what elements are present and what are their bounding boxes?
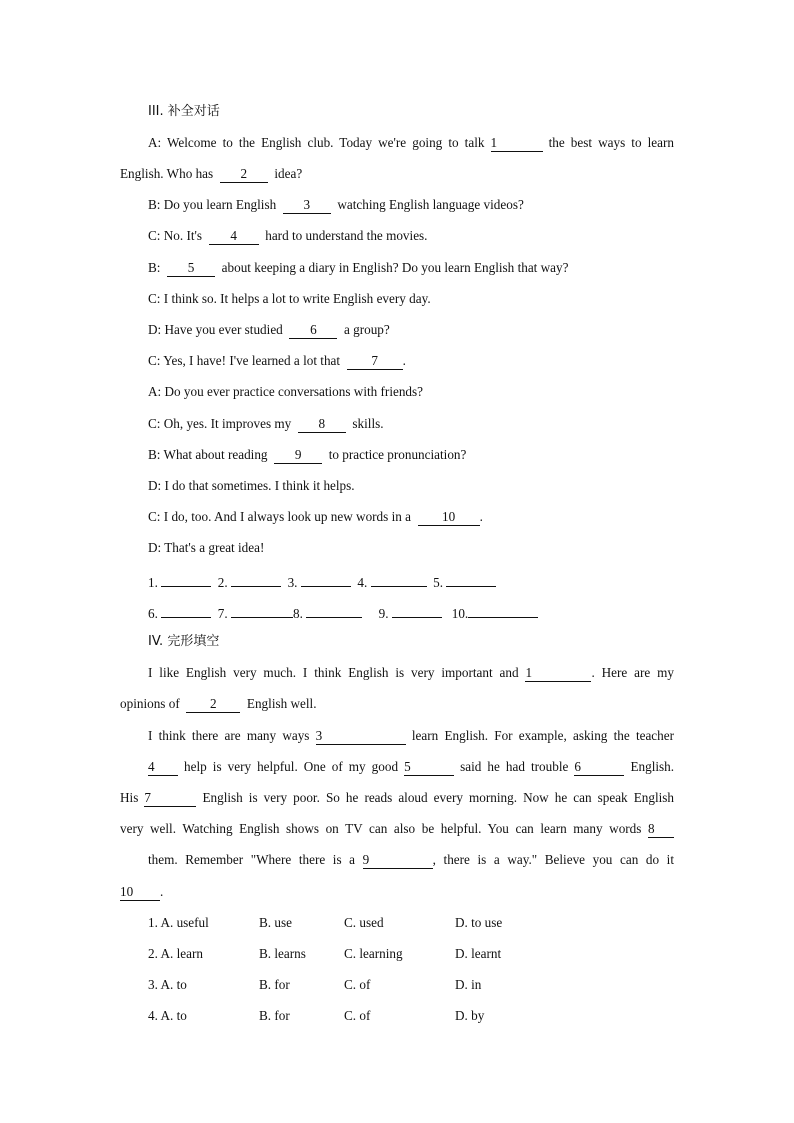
option-b: B. for <box>259 1008 290 1023</box>
blank-3: 3 <box>283 197 331 214</box>
dialogue-text: idea? <box>274 166 303 181</box>
passage-line-7 <box>120 850 674 870</box>
dialogue-line-14: D: That's a great idea! <box>148 540 265 555</box>
dialogue-line-8 <box>120 351 674 371</box>
dialogue-line-11 <box>120 445 674 465</box>
option-row-2 <box>120 944 674 964</box>
option-c: C. of <box>344 1008 371 1023</box>
answer-number: 2. <box>217 575 228 590</box>
dialogue-line-1 <box>120 133 674 153</box>
answer-number: 5. <box>433 575 444 590</box>
passage-text: . <box>160 884 164 899</box>
cloze-blank-7: 7 <box>144 790 196 807</box>
answer-blank <box>161 570 211 587</box>
dialogue-text: a group? <box>343 322 390 337</box>
blank-2: 2 <box>220 166 268 183</box>
passage-text: , there is a way." Believe you can do it <box>432 852 674 867</box>
dialogue-text: the best ways to learn <box>548 135 674 150</box>
cloze-blank-2: 2 <box>186 696 240 713</box>
blank-10: 10 <box>418 509 480 526</box>
option-a: 3. A. to <box>148 977 187 992</box>
option-row-3 <box>120 975 674 995</box>
option-row-1 <box>120 913 674 933</box>
answer-blank <box>468 601 538 618</box>
dialogue-line-5 <box>120 258 674 278</box>
blank-6: 6 <box>289 322 337 339</box>
dialogue-line-7 <box>120 320 674 340</box>
option-d: D. learnt <box>455 946 502 961</box>
dialogue-text: to practice pronunciation? <box>328 447 467 462</box>
dialogue-line-4 <box>120 226 674 246</box>
passage-text: English is very poor. So he reads aloud every morning. Now he can speak English <box>202 790 675 805</box>
answer-number: 3. <box>287 575 298 590</box>
blank-7: 7 <box>347 353 403 370</box>
option-d: D. to use <box>455 915 503 930</box>
cloze-blank-8: 8 <box>648 821 674 838</box>
passage-line-3 <box>120 726 674 746</box>
cloze-blank-10: 10 <box>120 884 160 901</box>
answer-row-2 <box>120 601 674 621</box>
cloze-blank-1: 1 <box>525 665 591 682</box>
dialogue-line-12: D: I do that sometimes. I think it helps. <box>148 478 355 493</box>
cloze-blank-3: 3 <box>316 728 406 745</box>
dialogue-text: A: Welcome to the English club. Today we're going to talk <box>148 135 485 150</box>
cloze-blank-5: 5 <box>404 759 454 776</box>
answer-number: 10. <box>451 606 469 621</box>
answer-blank <box>392 601 442 618</box>
answer-blank <box>231 570 281 587</box>
dialogue-text: . <box>479 509 483 524</box>
cloze-blank-4: 4 <box>148 759 178 776</box>
option-b: B. use <box>259 915 292 930</box>
blank-5: 5 <box>167 260 215 277</box>
passage-text: said he had trouble <box>460 759 569 774</box>
blank-1: 1 <box>491 135 543 152</box>
dialogue-line-10 <box>120 414 674 434</box>
answer-blank <box>161 601 211 618</box>
dialogue-text: D: Have you ever studied <box>148 322 283 337</box>
answer-blank <box>446 570 496 587</box>
passage-line-2 <box>120 694 674 714</box>
option-c: C. used <box>344 915 384 930</box>
answer-number: 6. <box>148 606 158 621</box>
passage-line-6 <box>120 819 674 839</box>
option-c: C. of <box>344 977 371 992</box>
dialogue-line-3 <box>120 195 674 215</box>
dialogue-text: C: Yes, I have! I've learned a lot that <box>148 353 341 368</box>
blank-9: 9 <box>274 447 322 464</box>
dialogue-line-2 <box>120 164 674 184</box>
dialogue-text: skills. <box>352 416 384 431</box>
passage-text: His <box>120 790 139 805</box>
answer-number: 9. <box>378 606 389 621</box>
answer-blank <box>301 570 351 587</box>
section-3-heading: III. 补全对话 <box>148 104 220 119</box>
dialogue-text: C: I do, too. And I always look up new words in a <box>148 509 411 524</box>
option-d: D. by <box>455 1008 485 1023</box>
passage-text: . Here are my <box>591 665 674 680</box>
dialogue-text: B: Do you learn English <box>148 197 277 212</box>
passage-text: opinions of <box>120 696 180 711</box>
passage-text: English well. <box>246 696 317 711</box>
passage-text: I like English very much. I think English is very important and <box>148 665 519 680</box>
answer-blank <box>306 601 362 618</box>
option-d: D. in <box>455 977 482 992</box>
option-a: 4. A. to <box>148 1008 187 1023</box>
passage-line-4 <box>120 757 674 777</box>
dialogue-text: B: What about reading <box>148 447 268 462</box>
dialogue-text: . <box>402 353 406 368</box>
section-4-heading: IV. 完形填空 <box>148 634 220 649</box>
option-c: C. learning <box>344 946 403 961</box>
dialogue-text: B: <box>148 260 161 275</box>
passage-text: them. Remember "Where there is a <box>148 852 356 867</box>
passage-line-8 <box>120 882 674 902</box>
dialogue-text: hard to understand the movies. <box>265 228 428 243</box>
passage-text: help is very helpful. One of my good <box>184 759 399 774</box>
answer-number: 7. <box>217 606 228 621</box>
blank-4: 4 <box>209 228 259 245</box>
cloze-blank-9: 9 <box>363 852 433 869</box>
cloze-blank-6: 6 <box>574 759 624 776</box>
option-a: 2. A. learn <box>148 946 203 961</box>
answer-blank <box>231 601 293 618</box>
answer-row-1 <box>120 570 674 590</box>
dialogue-text: watching English language videos? <box>337 197 524 212</box>
passage-text: learn English. For example, asking the teacher <box>411 728 675 743</box>
dialogue-line-13 <box>120 507 674 527</box>
option-b: B. learns <box>259 946 306 961</box>
option-b: B. for <box>259 977 290 992</box>
answer-number: 8. <box>292 606 303 621</box>
dialogue-text: English. Who has <box>120 166 214 181</box>
option-row-4 <box>120 1006 674 1026</box>
option-a: 1. A. useful <box>148 915 209 930</box>
dialogue-text: C: No. It's <box>148 228 203 243</box>
dialogue-line-6: C: I think so. It helps a lot to write English every day. <box>148 291 431 306</box>
passage-line-5 <box>120 788 674 808</box>
passage-text: English. <box>630 759 675 774</box>
answer-blank <box>371 570 427 587</box>
passage-line-1 <box>120 663 674 683</box>
passage-text: I think there are many ways <box>148 728 310 743</box>
answer-number: 4. <box>357 575 368 590</box>
answer-number: 1. <box>148 575 158 590</box>
blank-8: 8 <box>298 416 346 433</box>
dialogue-text: about keeping a diary in English? Do you learn English that way? <box>221 260 569 275</box>
dialogue-text: C: Oh, yes. It improves my <box>148 416 292 431</box>
passage-text: very well. Watching English shows on TV can also be helpful. You can learn many words <box>120 821 642 836</box>
dialogue-line-9: A: Do you ever practice conversations with friends? <box>148 384 424 399</box>
